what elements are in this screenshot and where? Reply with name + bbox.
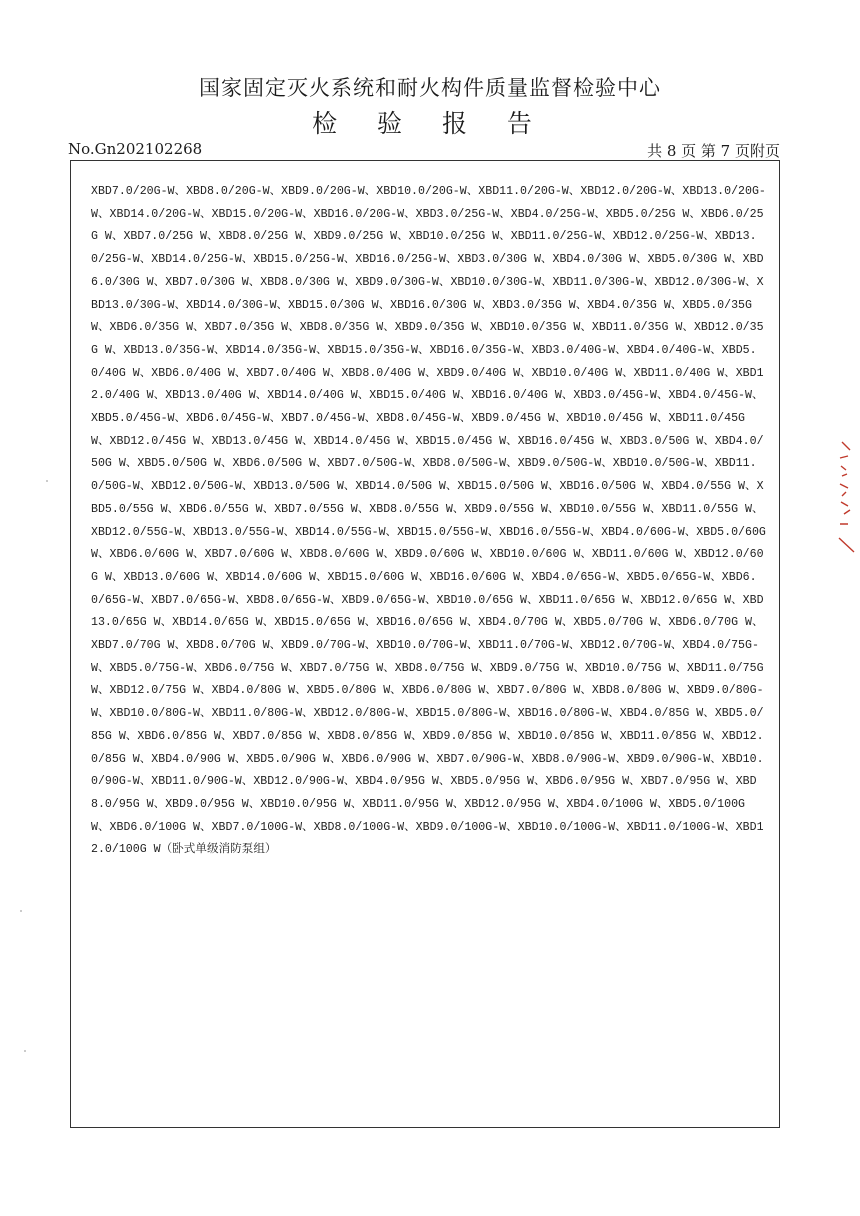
- scan-speck: [46, 480, 48, 482]
- page-info: 共 8 页 第 7 页附页: [647, 142, 780, 160]
- doc-title: 检 验 报 告: [312, 109, 548, 138]
- report-number: No.Gn202102268: [68, 140, 203, 158]
- scan-speck: [24, 1050, 26, 1052]
- seal-stamp-edge-icon: [836, 440, 858, 560]
- scan-speck: [20, 910, 22, 912]
- model-list-text: XBD7.0/20G-W、XBD8.0/20G-W、XBD9.0/20G-W、XBD10.0/20G-W、XBD11.0/20G-W、XBD12.0/20G-W、XBD13.0/20G-W、XBD14.0/20G-W、XBD15.0/20G-W、XBD16.0/20G-W、XBD3.0/25G-W、XBD4.0/25G-W、XBD5.0/25G W、XBD6.0/25G W、XBD7.0/25G W、XBD8.0/25G W、XBD9.0/25G W、XBD10.0/25G W、XBD11.0/25G-W、XBD12.0/25G-W、XBD13.0/25G-W、XBD14.0/25G-W、XBD15.0/25G-W、XBD16.0/25G-W、XBD3.0/30G W、XBD4.0/30G W、XBD5.0/30G W、XBD6.0/30G W、XBD7.0/30G W、XBD8.0/30G W、XBD9.0/30G-W、XBD10.0/30G-W、XBD11.0/30G-W、XBD12.0/30G-W、XBD13.0/30G-W、XBD14.0/30G-W、XBD15.0/30G W、XBD16.0/30G W、XBD3.0/35G W、XBD4.0/35G W、XBD5.0/35G W、XBD6.0/35G W、XBD7.0/35G W、XBD8.0/35G W、XBD9.0/35G W、XBD10.0/35G W、XBD11.0/35G W、XBD12.0/35G W、XBD13.0/35G-W、XBD14.0/35G-W、XBD15.0/35G-W、XBD16.0/35G-W、XBD3.0/40G-W、XBD4.0/40G-W、XBD5.0/40G W、XBD6.0/40G W、XBD7.0/40G W、XBD8.0/40G W、XBD9.0/40G W、XBD10.0/40G W、XBD11.0/40G W、XBD12.0/40G W、XBD13.0/40G W、XBD14.0/40G W、XBD15.0/40G W、XBD16.0/40G W、XBD3.0/45G-W、XBD4.0/45G-W、XBD5.0/45G-W、XBD6.0/45G-W、XBD7.0/45G-W、XBD8.0/45G-W、XBD9.0/45G W、XBD10.0/45G W、XBD11.0/45G W、XBD12.0/45G W、XBD13.0/45G W、XBD14.0/45G W、XBD15.0/45G W、XBD16.0/45G W、XBD3.0/50G W、XBD4.0/50G W、XBD5.0/50G W、XBD6.0/50G W、XBD7.0/50G-W、XBD8.0/50G-W、XBD9.0/50G-W、XBD10.0/50G-W、XBD11.0/50G-W、XBD12.0/50G-W、XBD13.0/50G W、XBD14.0/50G W、XBD15.0/50G W、XBD16.0/50G W、XBD4.0/55G W、XBD5.0/55G W、XBD6.0/55G W、XBD7.0/55G W、XBD8.0/55G W、XBD9.0/55G W、XBD10.0/55G W、XBD11.0/55G W、XBD12.0/55G-W、XBD13.0/55G-W、XBD14.0/55G-W、XBD15.0/55G-W、XBD16.0/55G-W、XBD4.0/60G-W、XBD5.0/60G W、XBD6.0/60G W、XBD7.0/60G W、XBD8.0/60G W、XBD9.0/60G W、XBD10.0/60G W、XBD11.0/60G W、XBD12.0/60G W、XBD13.0/60G W、XBD14.0/60G W、XBD15.0/60G W、XBD16.0/60G W、XBD4.0/65G-W、XBD5.0/65G-W、XBD6.0/65G-W、XBD7.0/65G-W、XBD8.0/65G-W、XBD9.0/65G-W、XBD10.0/65G W、XBD11.0/65G W、XBD12.0/65G W、XBD13.0/65G W、XBD14.0/65G W、XBD15.0/65G W、XBD16.0/65G W、XBD4.0/70G W、XBD5.0/70G W、XBD6.0/70G W、XBD7.0/70G W、XBD8.0/70G W、XBD9.0/70G-W、XBD10.0/70G-W、XBD11.0/70G-W、XBD12.0/70G-W、XBD4.0/75G-W、XBD5.0/75G-W、XBD6.0/75G W、XBD7.0/75G W、XBD8.0/75G W、XBD9.0/75G W、XBD10.0/75G W、XBD11.0/75G W、XBD12.0/75G W、XBD4.0/80G W、XBD5.0/80G W、XBD6.0/80G W、XBD7.0/80G W、XBD8.0/80G W、XBD9.0/80G-W、XBD10.0/80G-W、XBD11.0/80G-W、XBD12.0/80G-W、XBD15.0/80G-W、XBD16.0/80G-W、XBD4.0/85G W、XBD5.0/85G W、XBD6.0/85G W、XBD7.0/85G W、XBD8.0/85G W、XBD9.0/85G W、XBD10.0/85G W、XBD11.0/85G W、XBD12.0/85G W、XBD4.0/90G W、XBD5.0/90G W、XBD6.0/90G W、XBD7.0/90G-W、XBD8.0/90G-W、XBD9.0/90G-W、XBD10.0/90G-W、XBD11.0/90G-W、XBD12.0/90G-W、XBD4.0/95G W、XBD5.0/95G W、XBD6.0/95G W、XBD7.0/95G W、XBD8.0/95G W、XBD9.0/95G W、XBD10.0/95G W、XBD11.0/95G W、XBD12.0/95G W、XBD4.0/100G W、XBD5.0/100G W、XBD6.0/100G W、XBD7.0/100G-W、XBD8.0/100G-W、XBD9.0/100G-W、XBD10.0/100G-W、XBD11.0/100G-W、XBD12.0/100G W（卧式单级消防泵组）: [91, 185, 766, 857]
- content-frame: [70, 160, 780, 1128]
- org-title: 国家固定灭火系统和耐火构件质量监督检验中心: [199, 76, 661, 100]
